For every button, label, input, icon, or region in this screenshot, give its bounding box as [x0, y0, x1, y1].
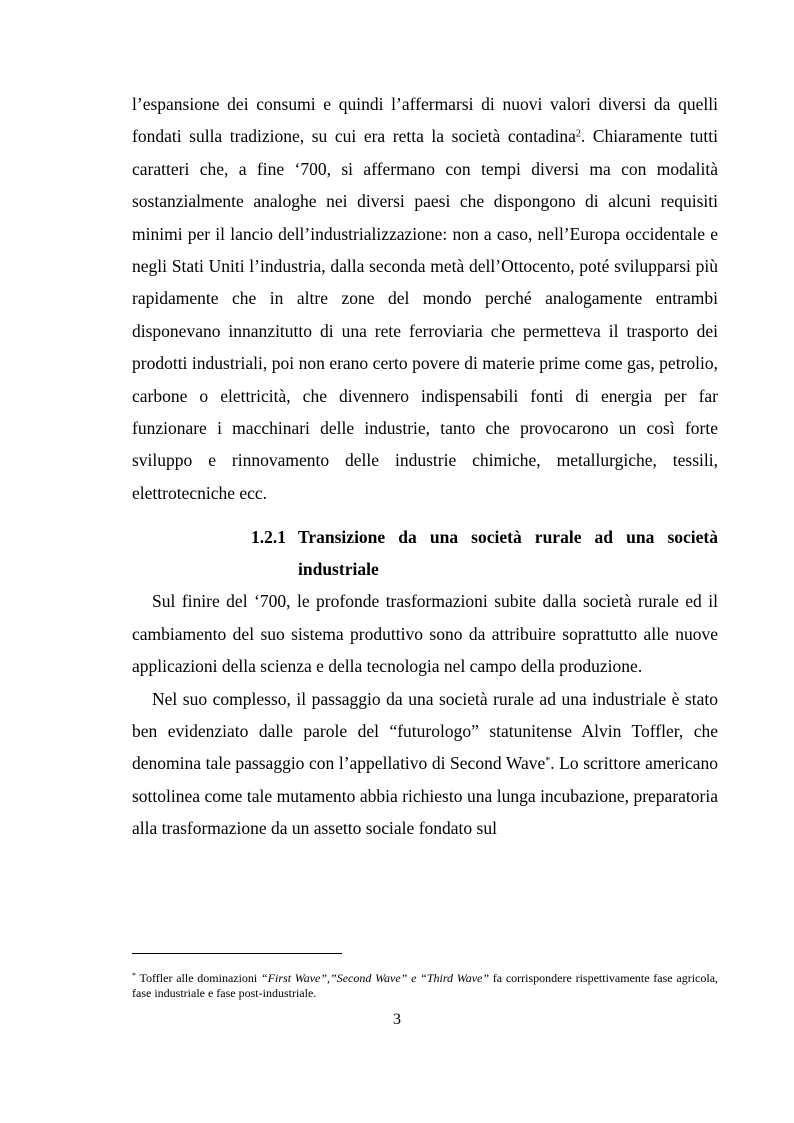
- footnote-reference[interactable]: *: [545, 755, 551, 767]
- footnote: [132, 971, 718, 1001]
- paragraph-text: Nel suo complesso, il passaggio da una società rurale ad una industriale è stato ben evidenziato dalle parole del “futurologo” statunitense Alvin Toffler, che denomina tale passaggio con l’appellativo di Second Wave: [132, 688, 718, 774]
- page-number: 3: [393, 1011, 401, 1028]
- paragraph-toffler: [132, 683, 718, 845]
- paragraph-transformations: [132, 585, 718, 682]
- footnote-divider: [132, 953, 342, 954]
- footnote-reference[interactable]: 2: [575, 128, 581, 140]
- section-heading: [132, 521, 718, 585]
- section-title: Transizione da una società rurale ad una società industriale: [298, 527, 718, 580]
- paragraph-text: Sul finire del ‘700, le profonde trasformazioni subite dalla società rurale ed il cambiamento del suo sistema produttivo sono da attribuire soprattutto alle nuove applicazioni della scienza e della tecnologia nel campo della produzione.: [132, 591, 718, 677]
- paragraph-text: l’espansione dei consumi e quindi l’affermarsi di nuovi valori diversi da quelli fondati sulla tradizione, su cui era retta la società contadina: [132, 94, 718, 147]
- paragraph-consumption: [132, 88, 718, 509]
- footnote-marker: *: [132, 971, 136, 980]
- paragraph-text-continued: . Lo scrittore americano sottolinea come tale mutamento abbia richiesto una lunga incubazione, preparatoria alla trasformazione da un assetto sociale fondato sul: [132, 753, 718, 839]
- footnote-text-continued: fa corrispondere rispettivamente fase agricola, fase industriale e fase post-industriale.: [132, 971, 719, 1000]
- page-body: [132, 88, 718, 845]
- paragraph-text-continued: . Chiaramente tutti caratteri che, a fine ‘700, si affermano con tempi diversi ma con modalità sostanzialmente analoghe nei diversi paesi che dispongono di alcuni requisiti minimi per il lancio dell’industrializzazione: non a caso, nell’Europa occidentale e negli Stati Uniti l’industria, dalla seconda metà dell’Ottocento, poté svilupparsi più rapidamente che in altre zone del mondo perché analogamente entrambi disponevano innanzitutto di una rete ferroviaria che permetteva il trasporto dei prodotti industriali, poi non erano certo povere di materie prime come gas, petrolio, carbone o elettricità, che divennero indispensabili fonti di energia per far funzionare i macchinari delle industrie, tanto che provocarono un così forte sviluppo e rinnovamento delle industrie chimiche, metallurgiche, tessili, elettrotecniche ecc.: [132, 126, 719, 503]
- footnote-wave-names: “First Wave”,”Second Wave” e “Third Wave”: [261, 971, 490, 985]
- section-number: 1.2.1: [251, 527, 286, 548]
- footnote-text: Toffler alle dominazioni: [136, 971, 262, 985]
